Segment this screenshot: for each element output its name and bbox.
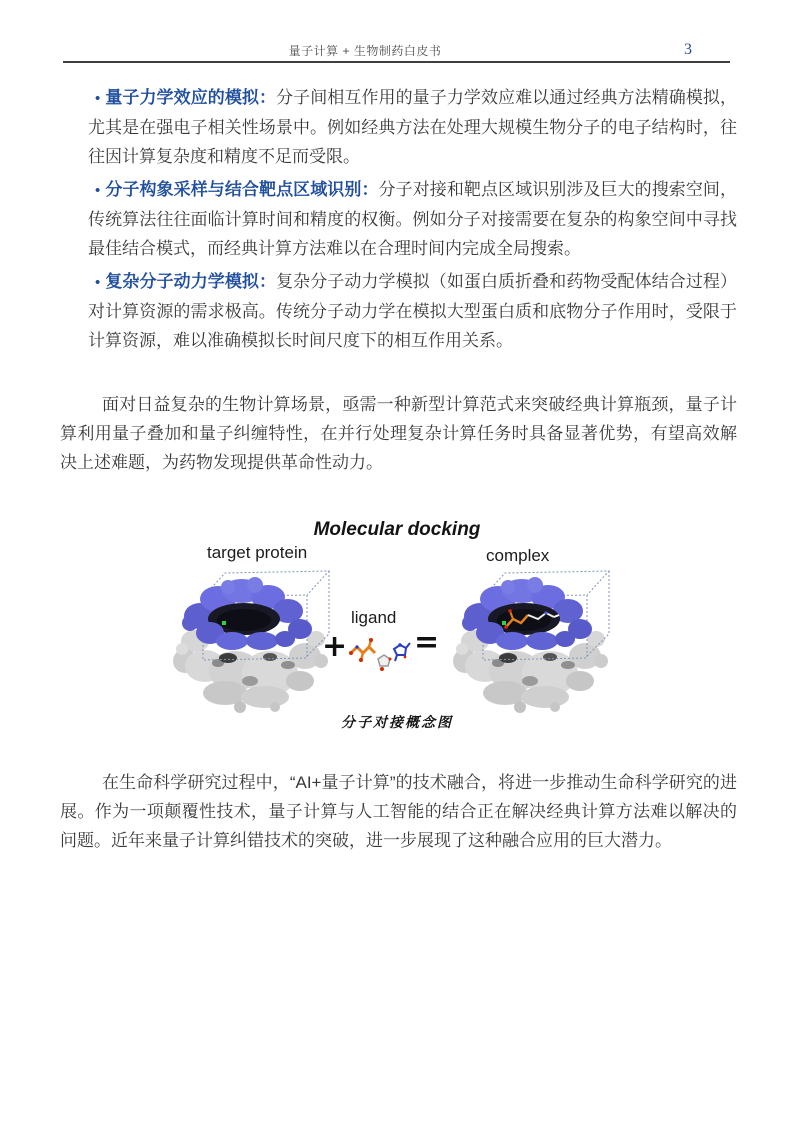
bullet-item-molecular-dynamics (88, 267, 737, 355)
paragraph-quantum-computing-need: 面对日益复杂的生物计算场景，亟需一种新型计算范式来突破经典计算瓶颈，量子计算利用量子叠加和量子纠缠特性，在并行处理复杂计算任务时具备显著优势，有望高效解决上述难题，为药物发现提供革命性动力。 (60, 395, 737, 472)
bullet-text: 分子对接和靶点区域识别涉及巨大的搜索空间，传统算法往往面临计算时间和精度的权衡。例如分子对接需要在复杂的构象空间中寻找最佳结合模式，而经典计算方法难以在合理时间内完成全局搜索。 (88, 180, 738, 258)
bullet-text: 分子间相互作用的量子力学效应难以通过经典方法精确模拟，尤其是在强电子相关性场景中。例如经典方法在处理大规模生物分子的电子结构时，往往因计算复杂度和精度不足而受限。 (88, 88, 737, 166)
molecular-docking-figure (0, 515, 794, 745)
equals-icon: = (414, 625, 440, 660)
bullet-item-quantum-effects (88, 83, 737, 171)
figure-caption: 分子对接概念图 (341, 715, 453, 731)
bullet-list (88, 83, 737, 359)
complex-image (450, 561, 614, 713)
bullet-heading: 分子构象采样与结合靶点区域识别： (105, 180, 379, 199)
bullet-icon: • (95, 182, 101, 199)
bullet-item-conformation-sampling (88, 175, 737, 263)
figure-title: Molecular docking (313, 519, 481, 540)
label-target-protein: target protein (207, 543, 308, 562)
ligand-molecule-image (348, 633, 412, 681)
bullet-icon: • (95, 274, 101, 291)
bullet-heading: 量子力学效应的模拟： (105, 88, 277, 107)
bullet-text: 复杂分子动力学模拟（如蛋白质折叠和药物受配体结合过程）对计算资源的需求极高。传统分子动力学在模拟大型蛋白质和底物分子作用时，受限于计算资源，难以准确模拟长时间尺度下的相互作用关系。 (88, 272, 737, 350)
plus-icon: + (322, 629, 348, 664)
page-number: 3 (684, 41, 692, 58)
bullet-icon: • (95, 90, 101, 107)
target-protein-image (170, 561, 334, 713)
bullet-heading: 复杂分子动力学模拟： (105, 272, 277, 291)
binding-site-marker (502, 621, 506, 625)
label-complex: complex (486, 546, 550, 565)
label-ligand: ligand (351, 608, 397, 627)
header-title: 量子计算 + 生物制药白皮书 (288, 44, 442, 58)
paragraph-ai-quantum-fusion: 在生命科学研究过程中，“AI+量子计算”的技术融合，将进一步推动生命科学研究的进展。作为一项颠覆性技术，量子计算与人工智能的结合正在解决经典计算方法难以解决的问题。近年来量子计算纠错技术的突破，进一步展现了这种融合应用的巨大潜力。 (60, 773, 737, 850)
binding-site-marker (222, 621, 226, 625)
header-rule (63, 61, 730, 63)
